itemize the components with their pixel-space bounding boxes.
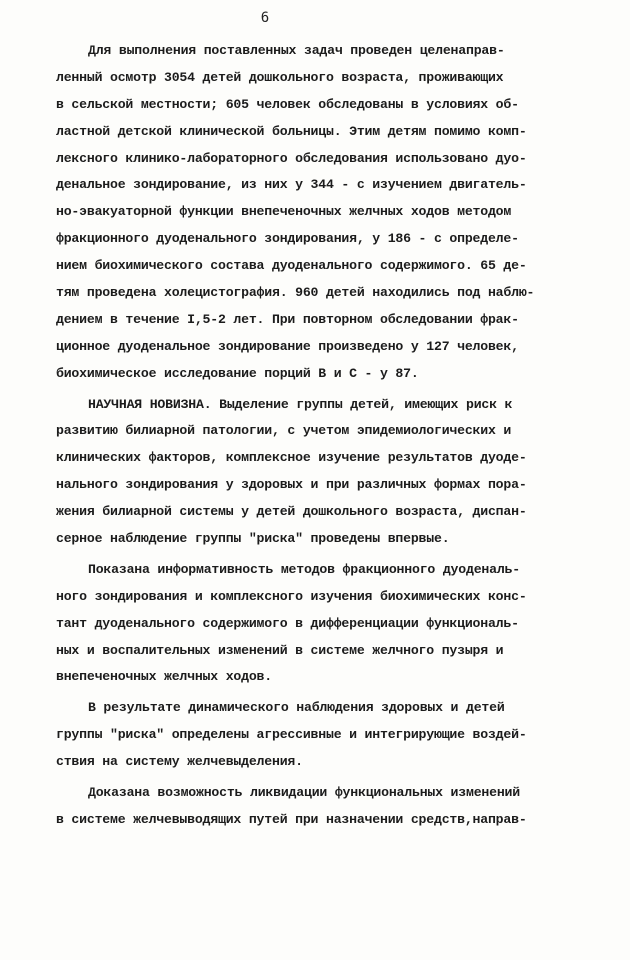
text-line: развитию билиарной патологии, с учетом эпидемиологических и bbox=[56, 423, 512, 439]
text-line: нального зондирования у здоровых и при различных формах пора- bbox=[56, 477, 527, 493]
text-line: дением в течение I,5-2 лет. При повторном обследовании фрак- bbox=[56, 311, 519, 327]
text-line: лексного клинико-лабораторного обследования использовано дуо- bbox=[56, 150, 527, 166]
text-line: в сельской местности; 605 человек обследованы в условиях об- bbox=[56, 96, 519, 112]
text-line: но-эвакуаторной функции внепеченочных желчных ходов методом bbox=[56, 204, 512, 220]
text-line: клинических факторов, комплексное изучение результатов дуоде- bbox=[56, 450, 527, 466]
text-line: В результате динамического наблюдения здоровых и детей bbox=[88, 700, 505, 716]
body-text bbox=[56, 38, 596, 834]
text-line: ных и воспалительных изменений в системе желчного пузыря и bbox=[56, 642, 504, 658]
page-number: 6 bbox=[260, 10, 270, 26]
text-line: ствия на систему желчевыделения. bbox=[56, 754, 303, 770]
text-line: в системе желчевыводящих путей при назначении средств,направ- bbox=[56, 811, 527, 827]
text-line: группы "риска" определены агрессивные и интегрирующие воздей- bbox=[56, 727, 527, 743]
text-line: ного зондирования и комплексного изучения биохимических конс- bbox=[56, 588, 527, 604]
text-line: ластной детской клинической больницы. Этим детям помимо комп- bbox=[56, 123, 527, 139]
text-line: НАУЧНАЯ НОВИЗНА. Выделение группы детей, имеющих риск к bbox=[88, 396, 513, 412]
text-line: Для выполнения поставленных задач проведен целенаправ- bbox=[88, 43, 505, 58]
text-line: биохимическое исследование порций В и С - у 87. bbox=[56, 365, 419, 381]
text-line: ленный осмотр 3054 детей дошкольного возраста, проживающих bbox=[56, 69, 504, 85]
text-line: денальное зондирование, из них у 344 - с изучением двигатель- bbox=[56, 177, 527, 193]
text-line: Доказана возможность ликвидации функциональных изменений bbox=[88, 785, 520, 801]
text-line: нием биохимического состава дуоденального содержимого. 65 де- bbox=[56, 258, 527, 274]
text-line: Показана информативность методов фракционного дуоденаль- bbox=[88, 561, 520, 577]
text-line: фракционного дуоденального зондирования, у 186 - с определе- bbox=[56, 231, 519, 247]
text-line: тям проведена холецистография. 960 детей находились под наблю- bbox=[56, 285, 535, 301]
text-line: ционное дуоденальное зондирование произведено у 127 человек, bbox=[56, 338, 519, 354]
text-line: внепеченочных желчных ходов. bbox=[56, 669, 272, 685]
text-line: серное наблюдение группы "риска" проведены впервые. bbox=[56, 531, 450, 547]
text-line: тант дуоденального содержимого в дифференциации функциональ- bbox=[56, 615, 519, 631]
text-line: жения билиарной системы у детей дошкольного возраста, диспан- bbox=[56, 504, 527, 520]
